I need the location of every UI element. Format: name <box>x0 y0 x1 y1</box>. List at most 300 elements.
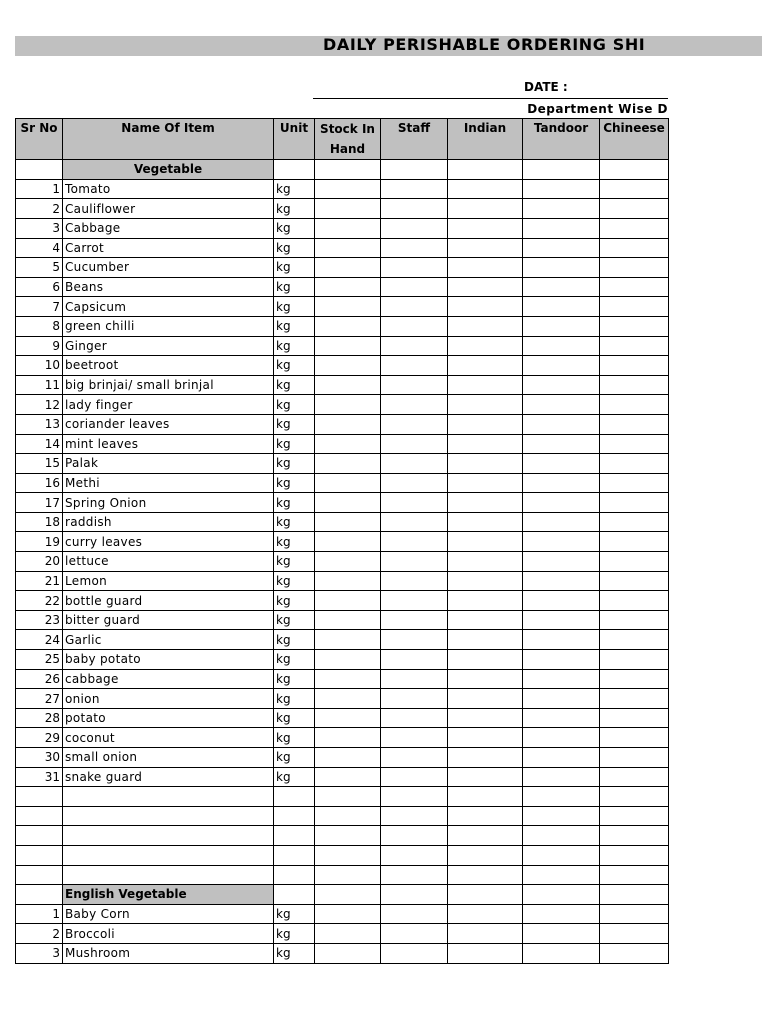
sr-no-cell: 5 <box>16 258 63 278</box>
staff-cell[interactable] <box>381 571 448 591</box>
indian-cell[interactable] <box>448 395 523 415</box>
chineese-cell[interactable] <box>600 610 669 630</box>
chineese-cell[interactable] <box>600 943 669 963</box>
tandoor-cell[interactable] <box>523 493 600 513</box>
staff-cell[interactable] <box>381 258 448 278</box>
indian-cell[interactable] <box>448 356 523 376</box>
stock-in-hand-cell[interactable] <box>315 826 381 846</box>
stock-in-hand-cell[interactable] <box>315 199 381 219</box>
sr-no-cell: 1 <box>16 179 63 199</box>
indian-cell[interactable] <box>448 787 523 807</box>
tandoor-cell[interactable] <box>523 885 600 905</box>
staff-cell[interactable] <box>381 885 448 905</box>
indian-cell[interactable] <box>448 336 523 356</box>
tandoor-cell[interactable] <box>523 454 600 474</box>
sr-no-cell: 26 <box>16 669 63 689</box>
stock-in-hand-cell[interactable] <box>315 728 381 748</box>
table-row <box>16 571 669 591</box>
table-row <box>16 708 669 728</box>
sr-no-cell: 29 <box>16 728 63 748</box>
sr-no-cell: 6 <box>16 277 63 297</box>
unit-cell: kg <box>274 532 315 552</box>
sr-no-cell: 11 <box>16 375 63 395</box>
item-name-cell[interactable] <box>63 865 274 885</box>
tandoor-cell[interactable] <box>523 297 600 317</box>
staff-cell[interactable] <box>381 806 448 826</box>
item-name-cell[interactable] <box>63 787 274 807</box>
indian-cell[interactable] <box>448 179 523 199</box>
staff-cell[interactable] <box>381 160 448 180</box>
chineese-cell[interactable] <box>600 689 669 709</box>
stock-in-hand-cell[interactable] <box>315 748 381 768</box>
staff-cell[interactable] <box>381 493 448 513</box>
tandoor-cell[interactable] <box>523 356 600 376</box>
sr-no-cell: 21 <box>16 571 63 591</box>
staff-cell[interactable] <box>381 552 448 572</box>
sr-no-cell: 2 <box>16 199 63 219</box>
indian-cell[interactable] <box>448 865 523 885</box>
section-sr-cell <box>16 160 63 180</box>
stock-in-hand-cell[interactable] <box>315 218 381 238</box>
stock-in-hand-cell[interactable] <box>315 277 381 297</box>
stock-in-hand-cell[interactable] <box>315 512 381 532</box>
table-row <box>16 454 669 474</box>
indian-cell[interactable] <box>448 199 523 219</box>
indian-cell[interactable] <box>448 552 523 572</box>
chineese-cell[interactable] <box>600 845 669 865</box>
stock-in-hand-cell[interactable] <box>315 650 381 670</box>
staff-cell[interactable] <box>381 218 448 238</box>
tandoor-cell[interactable] <box>523 336 600 356</box>
tandoor-cell[interactable] <box>523 806 600 826</box>
section-header-row <box>16 160 669 180</box>
item-name-cell: baby potato <box>63 650 274 670</box>
chineese-cell[interactable] <box>600 238 669 258</box>
blank-row <box>16 826 669 846</box>
tandoor-cell[interactable] <box>523 218 600 238</box>
item-name-cell[interactable] <box>63 845 274 865</box>
staff-cell[interactable] <box>381 238 448 258</box>
tandoor-cell[interactable] <box>523 689 600 709</box>
indian-cell[interactable] <box>448 767 523 787</box>
tandoor-cell[interactable] <box>523 316 600 336</box>
item-name-cell: lettuce <box>63 552 274 572</box>
staff-cell[interactable] <box>381 179 448 199</box>
chineese-cell[interactable] <box>600 591 669 611</box>
stock-in-hand-cell[interactable] <box>315 532 381 552</box>
chineese-cell[interactable] <box>600 571 669 591</box>
tandoor-cell[interactable] <box>523 571 600 591</box>
stock-in-hand-cell[interactable] <box>315 845 381 865</box>
chineese-cell[interactable] <box>600 336 669 356</box>
table-row <box>16 512 669 532</box>
sr-no-cell[interactable] <box>16 787 63 807</box>
table-row <box>16 277 669 297</box>
tandoor-cell[interactable] <box>523 552 600 572</box>
stock-in-hand-cell[interactable] <box>315 316 381 336</box>
table-row <box>16 316 669 336</box>
indian-cell[interactable] <box>448 748 523 768</box>
stock-in-hand-cell[interactable] <box>315 669 381 689</box>
tandoor-cell[interactable] <box>523 767 600 787</box>
tandoor-cell[interactable] <box>523 512 600 532</box>
unit-cell: kg <box>274 277 315 297</box>
staff-cell[interactable] <box>381 630 448 650</box>
staff-cell[interactable] <box>381 199 448 219</box>
staff-cell[interactable] <box>381 904 448 924</box>
staff-cell[interactable] <box>381 669 448 689</box>
chineese-cell[interactable] <box>600 160 669 180</box>
staff-cell[interactable] <box>381 748 448 768</box>
tandoor-cell[interactable] <box>523 179 600 199</box>
staff-cell[interactable] <box>381 316 448 336</box>
stock-in-hand-cell[interactable] <box>315 552 381 572</box>
sr-no-cell: 18 <box>16 512 63 532</box>
stock-in-hand-cell[interactable] <box>315 179 381 199</box>
stock-in-hand-cell[interactable] <box>315 924 381 944</box>
unit-cell[interactable] <box>274 787 315 807</box>
stock-in-hand-cell[interactable] <box>315 591 381 611</box>
chineese-cell[interactable] <box>600 806 669 826</box>
indian-cell[interactable] <box>448 473 523 493</box>
indian-cell[interactable] <box>448 885 523 905</box>
tandoor-cell[interactable] <box>523 258 600 278</box>
chineese-cell[interactable] <box>600 493 669 513</box>
table-row <box>16 552 669 572</box>
unit-cell: kg <box>274 943 315 963</box>
indian-cell[interactable] <box>448 689 523 709</box>
staff-cell[interactable] <box>381 454 448 474</box>
staff-cell[interactable] <box>381 845 448 865</box>
section-title: Vegetable <box>63 160 274 180</box>
staff-cell[interactable] <box>381 591 448 611</box>
table-row <box>16 669 669 689</box>
unit-cell[interactable] <box>274 806 315 826</box>
date-label: DATE : <box>524 80 568 94</box>
staff-cell[interactable] <box>381 434 448 454</box>
unit-cell[interactable] <box>274 845 315 865</box>
staff-cell[interactable] <box>381 767 448 787</box>
sr-no-cell[interactable] <box>16 826 63 846</box>
sr-no-cell: 16 <box>16 473 63 493</box>
table-row <box>16 395 669 415</box>
stock-in-hand-cell[interactable] <box>315 943 381 963</box>
item-name-cell: potato <box>63 708 274 728</box>
tandoor-cell[interactable] <box>523 160 600 180</box>
unit-cell: kg <box>274 728 315 748</box>
table-row <box>16 375 669 395</box>
tandoor-cell[interactable] <box>523 787 600 807</box>
indian-cell[interactable] <box>448 610 523 630</box>
indian-cell[interactable] <box>448 943 523 963</box>
sr-no-cell: 25 <box>16 650 63 670</box>
sr-no-cell: 9 <box>16 336 63 356</box>
table-row <box>16 238 669 258</box>
chineese-cell[interactable] <box>600 277 669 297</box>
stock-in-hand-cell[interactable] <box>315 904 381 924</box>
department-label: Department Wise D <box>527 102 668 116</box>
staff-cell[interactable] <box>381 650 448 670</box>
stock-in-hand-cell[interactable] <box>315 336 381 356</box>
unit-cell: kg <box>274 454 315 474</box>
section-header-row <box>16 885 669 905</box>
chineese-cell[interactable] <box>600 728 669 748</box>
table-row <box>16 434 669 454</box>
indian-cell[interactable] <box>448 591 523 611</box>
indian-cell[interactable] <box>448 650 523 670</box>
tandoor-cell[interactable] <box>523 238 600 258</box>
indian-cell[interactable] <box>448 218 523 238</box>
tandoor-cell[interactable] <box>523 669 600 689</box>
staff-cell[interactable] <box>381 610 448 630</box>
chineese-cell[interactable] <box>600 297 669 317</box>
indian-cell[interactable] <box>448 454 523 474</box>
header-tandoor: Tandoor <box>523 119 600 160</box>
indian-cell[interactable] <box>448 238 523 258</box>
tandoor-cell[interactable] <box>523 375 600 395</box>
chineese-cell[interactable] <box>600 865 669 885</box>
tandoor-cell[interactable] <box>523 630 600 650</box>
indian-cell[interactable] <box>448 630 523 650</box>
chineese-cell[interactable] <box>600 650 669 670</box>
chineese-cell[interactable] <box>600 767 669 787</box>
indian-cell[interactable] <box>448 806 523 826</box>
blank-row <box>16 845 669 865</box>
unit-cell: kg <box>274 258 315 278</box>
item-name-cell: beetroot <box>63 356 274 376</box>
stock-in-hand-cell[interactable] <box>315 238 381 258</box>
tandoor-cell[interactable] <box>523 591 600 611</box>
stock-in-hand-cell[interactable] <box>315 767 381 787</box>
indian-cell[interactable] <box>448 845 523 865</box>
indian-cell[interactable] <box>448 316 523 336</box>
blank-row <box>16 787 669 807</box>
chineese-cell[interactable] <box>600 454 669 474</box>
staff-cell[interactable] <box>381 395 448 415</box>
staff-cell[interactable] <box>381 708 448 728</box>
stock-in-hand-cell[interactable] <box>315 571 381 591</box>
stock-in-hand-cell[interactable] <box>315 708 381 728</box>
indian-cell[interactable] <box>448 414 523 434</box>
indian-cell[interactable] <box>448 277 523 297</box>
tandoor-cell[interactable] <box>523 943 600 963</box>
tandoor-cell[interactable] <box>523 473 600 493</box>
item-name-cell: bitter guard <box>63 610 274 630</box>
indian-cell[interactable] <box>448 434 523 454</box>
stock-in-hand-cell[interactable] <box>315 454 381 474</box>
stock-in-hand-cell[interactable] <box>315 160 381 180</box>
staff-cell[interactable] <box>381 277 448 297</box>
header-unit: Unit <box>274 119 315 160</box>
chineese-cell[interactable] <box>600 356 669 376</box>
chineese-cell[interactable] <box>600 316 669 336</box>
chineese-cell[interactable] <box>600 532 669 552</box>
tandoor-cell[interactable] <box>523 728 600 748</box>
table-row <box>16 473 669 493</box>
unit-cell[interactable] <box>274 865 315 885</box>
indian-cell[interactable] <box>448 669 523 689</box>
chineese-cell[interactable] <box>600 885 669 905</box>
unit-cell: kg <box>274 552 315 572</box>
item-name-cell[interactable] <box>63 826 274 846</box>
chineese-cell[interactable] <box>600 414 669 434</box>
staff-cell[interactable] <box>381 297 448 317</box>
stock-in-hand-cell[interactable] <box>315 375 381 395</box>
indian-cell[interactable] <box>448 708 523 728</box>
chineese-cell[interactable] <box>600 904 669 924</box>
item-name-cell: Garlic <box>63 630 274 650</box>
tandoor-cell[interactable] <box>523 610 600 630</box>
unit-cell: kg <box>274 414 315 434</box>
section-unit-cell <box>274 885 315 905</box>
tandoor-cell[interactable] <box>523 865 600 885</box>
unit-cell: kg <box>274 571 315 591</box>
item-name-cell: Methi <box>63 473 274 493</box>
tandoor-cell[interactable] <box>523 532 600 552</box>
staff-cell[interactable] <box>381 943 448 963</box>
item-name-cell: raddish <box>63 512 274 532</box>
item-name-cell: Beans <box>63 277 274 297</box>
unit-cell: kg <box>274 767 315 787</box>
staff-cell[interactable] <box>381 336 448 356</box>
unit-cell: kg <box>274 924 315 944</box>
tandoor-cell[interactable] <box>523 395 600 415</box>
indian-cell[interactable] <box>448 493 523 513</box>
section-title: English Vegetable <box>63 885 274 905</box>
indian-cell[interactable] <box>448 160 523 180</box>
chineese-cell[interactable] <box>600 375 669 395</box>
indian-cell[interactable] <box>448 532 523 552</box>
header-chineese: Chineese <box>600 119 669 160</box>
chineese-cell[interactable] <box>600 199 669 219</box>
chineese-cell[interactable] <box>600 552 669 572</box>
chineese-cell[interactable] <box>600 748 669 768</box>
stock-in-hand-cell[interactable] <box>315 806 381 826</box>
header-indian: Indian <box>448 119 523 160</box>
tandoor-cell[interactable] <box>523 414 600 434</box>
chineese-cell[interactable] <box>600 924 669 944</box>
unit-cell: kg <box>274 689 315 709</box>
unit-cell: kg <box>274 473 315 493</box>
tandoor-cell[interactable] <box>523 826 600 846</box>
staff-cell[interactable] <box>381 689 448 709</box>
sr-no-cell[interactable] <box>16 865 63 885</box>
chineese-cell[interactable] <box>600 630 669 650</box>
staff-cell[interactable] <box>381 532 448 552</box>
item-name-cell: coconut <box>63 728 274 748</box>
blank-row <box>16 865 669 885</box>
stock-in-hand-cell[interactable] <box>315 434 381 454</box>
stock-in-hand-cell[interactable] <box>315 473 381 493</box>
staff-cell[interactable] <box>381 826 448 846</box>
chineese-cell[interactable] <box>600 218 669 238</box>
tandoor-cell[interactable] <box>523 650 600 670</box>
chineese-cell[interactable] <box>600 395 669 415</box>
item-name-cell: curry leaves <box>63 532 274 552</box>
staff-cell[interactable] <box>381 787 448 807</box>
table-row <box>16 728 669 748</box>
tandoor-cell[interactable] <box>523 434 600 454</box>
chineese-cell[interactable] <box>600 258 669 278</box>
sr-no-cell: 3 <box>16 943 63 963</box>
indian-cell[interactable] <box>448 297 523 317</box>
staff-cell[interactable] <box>381 865 448 885</box>
staff-cell[interactable] <box>381 924 448 944</box>
table-row <box>16 218 669 238</box>
indian-cell[interactable] <box>448 571 523 591</box>
unit-cell: kg <box>274 218 315 238</box>
staff-cell[interactable] <box>381 512 448 532</box>
staff-cell[interactable] <box>381 728 448 748</box>
unit-cell[interactable] <box>274 826 315 846</box>
staff-cell[interactable] <box>381 414 448 434</box>
chineese-cell[interactable] <box>600 669 669 689</box>
stock-in-hand-cell[interactable] <box>315 865 381 885</box>
header-stock-in-hand: Stock In Hand <box>315 119 381 160</box>
stock-in-hand-cell[interactable] <box>315 356 381 376</box>
chineese-cell[interactable] <box>600 179 669 199</box>
indian-cell[interactable] <box>448 728 523 748</box>
chineese-cell[interactable] <box>600 512 669 532</box>
table-row <box>16 610 669 630</box>
chineese-cell[interactable] <box>600 708 669 728</box>
chineese-cell[interactable] <box>600 473 669 493</box>
tandoor-cell[interactable] <box>523 199 600 219</box>
stock-in-hand-cell[interactable] <box>315 258 381 278</box>
sr-no-cell: 14 <box>16 434 63 454</box>
staff-cell[interactable] <box>381 375 448 395</box>
indian-cell[interactable] <box>448 258 523 278</box>
indian-cell[interactable] <box>448 375 523 395</box>
tandoor-cell[interactable] <box>523 748 600 768</box>
sr-no-cell: 2 <box>16 924 63 944</box>
staff-cell[interactable] <box>381 473 448 493</box>
stock-in-hand-cell[interactable] <box>315 787 381 807</box>
staff-cell[interactable] <box>381 356 448 376</box>
item-name-cell[interactable] <box>63 806 274 826</box>
stock-in-hand-cell[interactable] <box>315 610 381 630</box>
stock-in-hand-cell[interactable] <box>315 395 381 415</box>
chineese-cell[interactable] <box>600 434 669 454</box>
stock-in-hand-cell[interactable] <box>315 630 381 650</box>
stock-in-hand-cell[interactable] <box>315 297 381 317</box>
stock-in-hand-cell[interactable] <box>315 414 381 434</box>
item-name-cell: Palak <box>63 454 274 474</box>
indian-cell[interactable] <box>448 904 523 924</box>
sr-no-cell[interactable] <box>16 806 63 826</box>
chineese-cell[interactable] <box>600 787 669 807</box>
indian-cell[interactable] <box>448 512 523 532</box>
sr-no-cell: 17 <box>16 493 63 513</box>
indian-cell[interactable] <box>448 826 523 846</box>
sr-no-cell: 23 <box>16 610 63 630</box>
item-name-cell: Carrot <box>63 238 274 258</box>
unit-cell: kg <box>274 669 315 689</box>
tandoor-cell[interactable] <box>523 277 600 297</box>
sr-no-cell[interactable] <box>16 845 63 865</box>
sr-no-cell: 7 <box>16 297 63 317</box>
tandoor-cell[interactable] <box>523 904 600 924</box>
stock-in-hand-cell[interactable] <box>315 885 381 905</box>
section-unit-cell <box>274 160 315 180</box>
tandoor-cell[interactable] <box>523 708 600 728</box>
tandoor-cell[interactable] <box>523 845 600 865</box>
stock-in-hand-cell[interactable] <box>315 493 381 513</box>
chineese-cell[interactable] <box>600 826 669 846</box>
tandoor-cell[interactable] <box>523 924 600 944</box>
indian-cell[interactable] <box>448 924 523 944</box>
stock-in-hand-cell[interactable] <box>315 689 381 709</box>
